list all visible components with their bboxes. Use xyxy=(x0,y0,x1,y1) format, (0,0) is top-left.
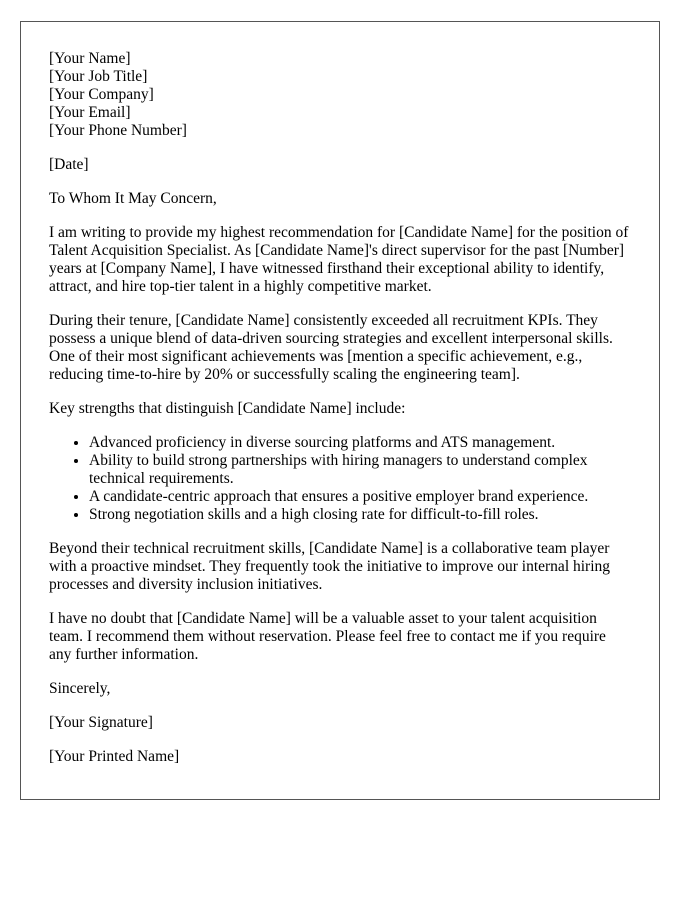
sender-block xyxy=(49,50,631,140)
strengths-intro: Key strengths that distinguish [Candidate Name] include: xyxy=(49,400,406,417)
sign-off: Sincerely, xyxy=(49,680,111,697)
sender-company: [Your Company] xyxy=(49,86,154,103)
sender-name: [Your Name] xyxy=(49,50,131,67)
printed-name: [Your Printed Name] xyxy=(49,748,180,765)
body-paragraph-3: Beyond their technical recruitment skills, [Candidate Name] is a collaborative team player with a proactive mindset. They frequently took the initiative to improve our internal hiring processes and diversity inclusion initiatives. xyxy=(49,540,611,593)
body-paragraph-2: During their tenure, [Candidate Name] consistently exceeded all recruitment KPIs. They possess a unique blend of data-driven sourcing strategies and excellent interpersonal skills. One of their most significant achievements was [mention a specific achievement, e.g., reducing time-to-hire by 20% or successfully scaling the engineering team]. xyxy=(49,312,613,383)
sender-phone: [Your Phone Number] xyxy=(49,122,187,139)
strength-item: • Strong negotiation skills and a high closing rate for difficult-to-fill roles. xyxy=(89,506,631,524)
body-paragraph-4: I have no doubt that [Candidate Name] will be a valuable asset to your talent acquisition team. I recommend them without reservation. Please feel free to contact me if you require any further information. xyxy=(49,610,606,663)
sender-email: [Your Email] xyxy=(49,104,131,121)
signature: [Your Signature] xyxy=(49,714,153,731)
strength-item: • Ability to build strong partnerships with hiring managers to understand complex technical requirements. xyxy=(89,452,631,488)
letter-page xyxy=(20,21,660,800)
strength-item: • A candidate-centric approach that ensures a positive employer brand experience. xyxy=(89,488,631,506)
strength-item: • Advanced proficiency in diverse sourcing platforms and ATS management. xyxy=(89,434,631,452)
letter-date: [Date] xyxy=(49,156,89,173)
body-paragraph-1: I am writing to provide my highest recommendation for [Candidate Name] for the position of Talent Acquisition Specialist. As [Candidate Name]'s direct supervisor for the past [Number] years at [Company Name], I have witnessed firsthand their exceptional ability to identify, attract, and hire top-tier talent in a highly competitive market. xyxy=(49,224,629,295)
salutation: To Whom It May Concern, xyxy=(49,190,217,207)
sender-job-title: [Your Job Title] xyxy=(49,68,148,85)
strengths-list xyxy=(49,434,631,524)
